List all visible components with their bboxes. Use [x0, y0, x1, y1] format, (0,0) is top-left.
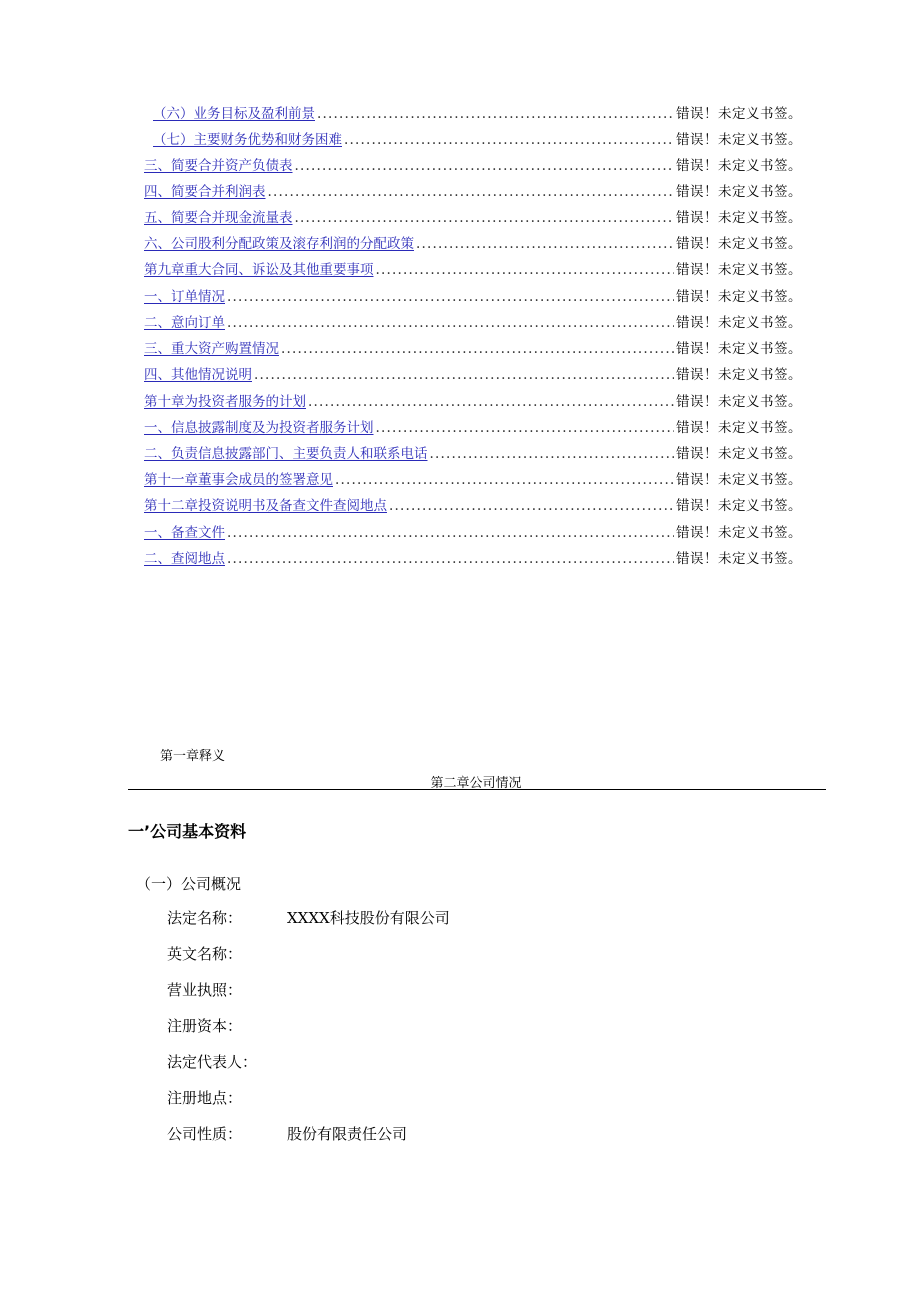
toc-entry-page: 错误！未定义书签。	[676, 420, 802, 436]
info-label: 注册地点：	[167, 1089, 243, 1107]
toc-entry[interactable]	[153, 130, 802, 150]
toc-entry-page: 错误！未定义书签。	[676, 289, 802, 305]
toc-entry-title[interactable]: （六）业务目标及盈利前景	[153, 106, 315, 122]
toc-entry[interactable]	[144, 287, 802, 307]
toc-entry-page: 错误！未定义书签。	[676, 315, 802, 331]
toc-entry-page: 错误！未定义书签。	[676, 132, 802, 148]
running-header: 第二章公司情况	[430, 776, 522, 791]
toc-leader-dots	[227, 313, 674, 333]
toc-entry[interactable]	[144, 339, 802, 359]
toc-entry-title[interactable]: 二、查阅地点	[144, 551, 225, 567]
toc-leader-dots	[254, 365, 674, 385]
info-label: 法定名称：	[167, 909, 243, 927]
toc-entry[interactable]	[144, 260, 802, 280]
toc-entry[interactable]	[144, 523, 802, 543]
info-label: 英文名称：	[167, 945, 243, 963]
toc-entry-title[interactable]: 第十章为投资者服务的计划	[144, 394, 306, 410]
toc-entry[interactable]	[144, 418, 802, 438]
toc-entry-title[interactable]: 第九章重大合同、诉讼及其他重要事项	[144, 262, 374, 278]
toc-entry[interactable]	[144, 313, 802, 333]
toc-leader-dots	[227, 523, 674, 543]
toc-entry-page: 错误！未定义书签。	[676, 472, 802, 488]
toc-leader-dots	[227, 287, 674, 307]
toc-leader-dots	[344, 130, 674, 150]
info-value: XXXX科技股份有限公司	[287, 909, 450, 927]
toc-entry[interactable]	[153, 104, 802, 124]
info-label: 营业执照：	[167, 981, 243, 999]
toc-entry[interactable]	[144, 234, 802, 254]
toc-entry-page: 错误！未定义书签。	[676, 158, 802, 174]
info-value: 股份有限责任公司	[287, 1125, 408, 1143]
toc-entry-title[interactable]: 一、订单情况	[144, 289, 225, 305]
toc-leader-dots	[376, 418, 675, 438]
toc-entry-title[interactable]: 二、负责信息披露部门、主要负责人和联系电话	[144, 446, 428, 462]
toc-leader-dots	[376, 260, 675, 280]
toc-leader-dots	[268, 182, 675, 202]
toc-leader-dots	[295, 208, 675, 228]
toc-leader-dots	[416, 234, 674, 254]
toc-entry-page: 错误！未定义书签。	[676, 184, 802, 200]
toc-entry-title[interactable]: 五、简要合并现金流量表	[144, 210, 293, 226]
toc-entry-page: 错误！未定义书签。	[676, 498, 802, 514]
toc-entry-title[interactable]: 一、信息披露制度及为投资者服务计划	[144, 420, 374, 436]
toc-entry-page: 错误！未定义书签。	[676, 341, 802, 357]
toc-entry[interactable]	[144, 392, 802, 412]
toc-entry-page: 错误！未定义书签。	[676, 106, 802, 122]
subsection-heading: （一）公司概况	[136, 875, 242, 893]
toc-entry-title[interactable]: 六、公司股利分配政策及滚存利润的分配政策	[144, 236, 414, 252]
toc-leader-dots	[227, 549, 674, 569]
toc-entry-title[interactable]: 三、简要合并资产负债表	[144, 158, 293, 174]
toc-leader-dots	[281, 339, 674, 359]
toc-entry[interactable]	[144, 549, 802, 569]
toc-entry-title[interactable]: 二、意向订单	[144, 315, 225, 331]
toc-leader-dots	[335, 470, 674, 490]
toc-entry[interactable]	[144, 365, 802, 385]
info-label: 公司性质：	[167, 1125, 243, 1143]
toc-entry-title[interactable]: 第十一章董事会成员的签署意见	[144, 472, 333, 488]
info-label: 法定代表人：	[167, 1053, 258, 1071]
toc-entry-page: 错误！未定义书签。	[676, 236, 802, 252]
info-label: 注册资本：	[167, 1017, 243, 1035]
toc-entry-title[interactable]: （七）主要财务优势和财务困难	[153, 132, 342, 148]
toc-leader-dots	[308, 392, 674, 412]
toc-leader-dots	[389, 496, 674, 516]
toc-entry-page: 错误！未定义书签。	[676, 551, 802, 567]
chapter-one-heading: 第一章释义	[160, 749, 226, 764]
toc-leader-dots	[430, 444, 675, 464]
toc-entry-title[interactable]: 四、其他情况说明	[144, 367, 252, 383]
toc-entry[interactable]	[144, 156, 802, 176]
toc-entry-page: 错误！未定义书签。	[676, 446, 802, 462]
toc-entry[interactable]	[144, 182, 802, 202]
section-heading: 一’公司基本资料	[128, 822, 247, 841]
toc-entry-page: 错误！未定义书签。	[676, 394, 802, 410]
header-divider	[128, 789, 826, 790]
toc-entry[interactable]	[144, 208, 802, 228]
toc-entry-page: 错误！未定义书签。	[676, 525, 802, 541]
toc-entry[interactable]	[144, 470, 802, 490]
toc-entry[interactable]	[144, 444, 802, 464]
toc-entry-title[interactable]: 第十二章投资说明书及备查文件查阅地点	[144, 498, 387, 514]
toc-entry-title[interactable]: 一、备查文件	[144, 525, 225, 541]
toc-entry-title[interactable]: 四、简要合并利润表	[144, 184, 266, 200]
toc-entry-page: 错误！未定义书签。	[676, 262, 802, 278]
toc-entry-page: 错误！未定义书签。	[676, 210, 802, 226]
toc-leader-dots	[295, 156, 675, 176]
toc-leader-dots	[317, 104, 674, 124]
toc-entry[interactable]	[144, 496, 802, 516]
toc-entry-title[interactable]: 三、重大资产购置情况	[144, 341, 279, 357]
toc-entry-page: 错误！未定义书签。	[676, 367, 802, 383]
